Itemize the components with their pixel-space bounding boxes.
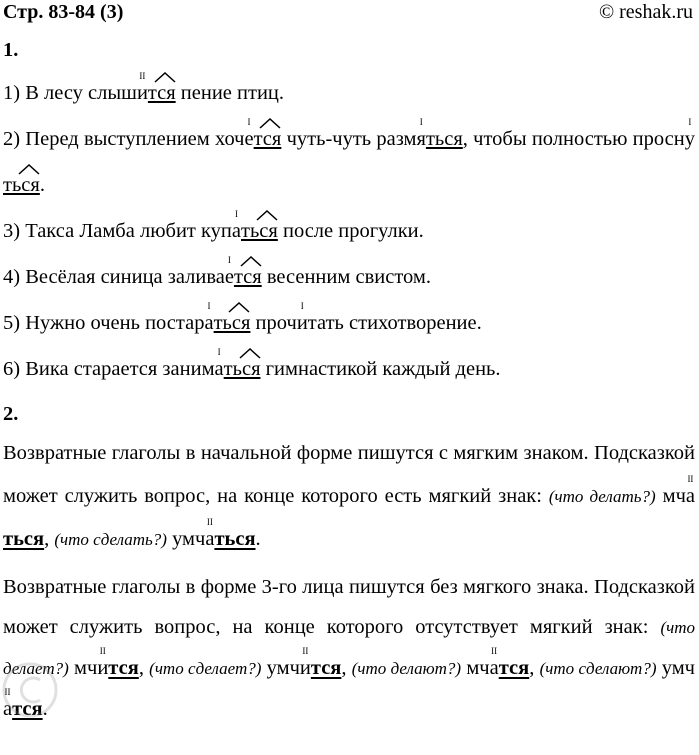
- text: после прогулки.: [277, 220, 424, 242]
- sentence-4: [3, 254, 695, 300]
- suffix-underlined: ться: [3, 174, 40, 196]
- text: умч: [261, 657, 300, 679]
- suffix-underlined: тся: [234, 266, 262, 288]
- text: .: [39, 174, 45, 196]
- sentence-2: [3, 116, 695, 208]
- stressed-letter: и I: [296, 301, 308, 334]
- conjugation-mark: I: [300, 301, 304, 311]
- suffix-bold: тся: [310, 657, 342, 679]
- stressed-letter: е I: [224, 255, 234, 288]
- arc-icon: [239, 348, 261, 359]
- question-hint: (что делать?): [548, 487, 656, 506]
- stressed-letter: а II: [205, 517, 215, 550]
- stressed-letter: а I: [214, 347, 224, 380]
- header: [3, 0, 693, 26]
- conjugation-mark: I: [419, 117, 423, 127]
- text: весенним свистом.: [261, 266, 431, 288]
- suffix-underlined: ться: [214, 312, 251, 334]
- stressed-letter: и II: [136, 71, 148, 104]
- stressed-letter: а II: [3, 687, 13, 720]
- sentence-3: [3, 208, 695, 254]
- text: .: [42, 698, 48, 720]
- conjugation-mark: II: [139, 71, 146, 81]
- page-title: Стр. 83-84 (3): [3, 1, 124, 23]
- text: 1) В лесу слыш: [3, 82, 137, 104]
- suffix-bold: тся: [108, 657, 139, 679]
- text: тать стихотворение.: [307, 312, 482, 334]
- task-1-number: 1.: [3, 39, 19, 61]
- conjugation-mark: II: [99, 646, 106, 656]
- question-hint: (что делают?): [351, 659, 462, 678]
- arc-icon: [154, 72, 176, 83]
- question-hint: (что сделать?): [54, 530, 167, 549]
- stressed-letter: а II: [489, 646, 499, 679]
- suffix-underlined: ться: [224, 358, 261, 380]
- arc-icon: [256, 210, 278, 221]
- suffix-underlined: тся: [254, 128, 282, 150]
- arc-icon: [18, 164, 40, 175]
- text: ,: [341, 657, 352, 679]
- text: мч: [655, 485, 686, 507]
- text: ,: [138, 657, 150, 679]
- conjugation-mark: II: [206, 517, 213, 527]
- sentence-1: [3, 70, 695, 116]
- conjugation-mark: I: [217, 347, 221, 357]
- suffix-underlined: тся: [148, 82, 176, 104]
- text: мч: [68, 657, 98, 679]
- conjugation-mark: I: [234, 209, 238, 219]
- suffix-bold: ться: [214, 528, 256, 550]
- text: гимнастикой каждый день.: [260, 358, 501, 380]
- stressed-letter: у I: [684, 117, 695, 150]
- paragraph-2: [3, 567, 695, 729]
- text: проч: [250, 312, 297, 334]
- conjugation-mark: I: [247, 117, 251, 127]
- question-hint: (что сделают?): [539, 659, 657, 678]
- question-hint: (что сделает?): [149, 659, 262, 678]
- stressed-letter: я I: [416, 117, 426, 150]
- arc-icon: [240, 256, 262, 267]
- text: 4) Весёлая синица залива: [3, 266, 225, 288]
- suffix-bold: ться: [3, 528, 45, 550]
- conjugation-mark: II: [491, 646, 498, 656]
- text: Возвратные глаголы в начальной форме пишутся с мягким знаком. Подсказкой может служить вопрос, на конце которого есть мягкий знак:: [3, 442, 695, 507]
- suffix-underlined: ться: [241, 220, 278, 242]
- text: чуть-чуть разм: [281, 128, 417, 150]
- stressed-letter: а II: [685, 474, 695, 507]
- text: ,: [44, 528, 55, 550]
- sentence-6: [3, 346, 695, 392]
- conjugation-mark: I: [207, 301, 211, 311]
- stressed-letter: а I: [231, 209, 241, 242]
- stressed-letter: и II: [299, 646, 311, 679]
- conjugation-mark: I: [227, 255, 231, 265]
- text: мч: [461, 657, 490, 679]
- stressed-letter: е I: [244, 117, 254, 150]
- copyright: © reshak.ru: [598, 1, 693, 23]
- question-hint: (что делает?): [3, 618, 695, 678]
- suffix-bold: тся: [498, 657, 530, 679]
- conjugation-mark: I: [688, 117, 692, 127]
- text: 5) Нужно очень постар: [3, 312, 205, 334]
- text: пение птиц.: [175, 82, 285, 104]
- arc-icon: [228, 302, 250, 313]
- text: Возвратные глаголы в форме 3-го лица пишутся без мягкого знака. Подсказкой может служить вопрос, на конце которого отсутствует мягкий знак:: [3, 576, 695, 638]
- stressed-letter: а I: [204, 301, 214, 334]
- text: .: [255, 528, 261, 550]
- text: ,: [529, 657, 540, 679]
- text: , чтобы полностью просн: [462, 128, 685, 150]
- sentence-5: [3, 300, 695, 346]
- paragraph-1: [3, 432, 695, 561]
- task-2-number: 2.: [3, 403, 19, 425]
- text: умч: [166, 528, 206, 550]
- conjugation-mark: II: [302, 646, 309, 656]
- stressed-letter: и II: [97, 646, 109, 679]
- conjugation-mark: II: [687, 474, 694, 484]
- suffix-bold: тся: [12, 698, 43, 720]
- conjugation-mark: II: [4, 687, 11, 697]
- text: умч: [656, 657, 695, 679]
- text: 2) Перед выступлением хоч: [3, 128, 245, 150]
- suffix-underlined: ться: [425, 128, 463, 150]
- text: 6) Вика старается заним: [3, 358, 215, 380]
- arc-icon: [259, 118, 281, 129]
- text: 3) Такса Ламба любит куп: [3, 220, 232, 242]
